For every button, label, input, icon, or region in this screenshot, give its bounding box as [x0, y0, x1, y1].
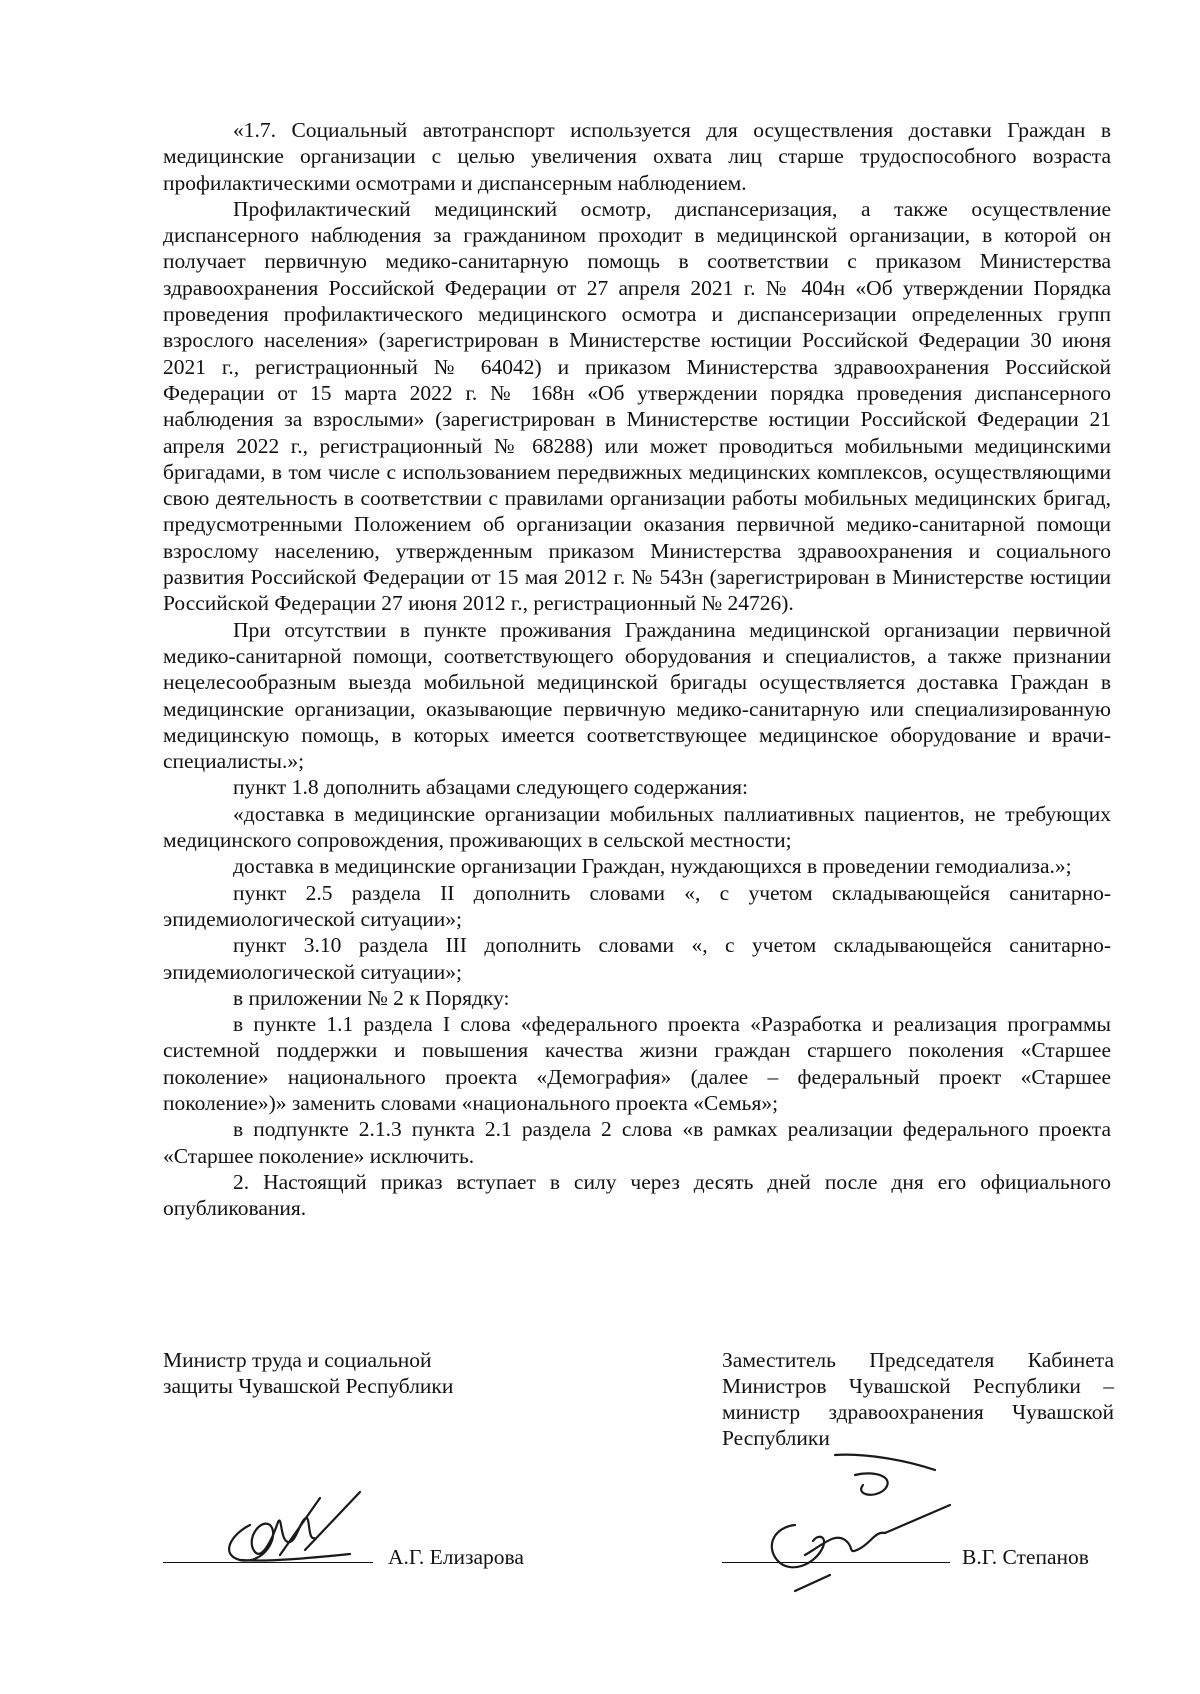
paragraph-appendix-2: в приложении № 2 к Порядку:: [233, 985, 510, 1010]
document-body: [163, 117, 1111, 1221]
paragraph-item-1-1: в пункте 1.1 раздела I слова «федерального проекта «Разработка и реализация программы системной поддержки и повышения качества жизни граждан старшего поколения «Старшее поколение» национального проекта «Демография» (далее – федеральный проект «Старшее поколение»)» заменить словами «национального проекта «Семья»;: [163, 1012, 1111, 1115]
paragraph-preventive-exam: Профилактический медицинский осмотр, диспансеризация, а также осуществление диспансерного наблюдения за гражданином проходит в медицинской организации, в которой он получает первичную медико-санитарную помощь в соответствии с приказом Министерства здравоохранения Российской Федерации от 27 апреля 2021 г. № 404н «Об утверждении Порядка проведения профилактического медицинского осмотра и диспансеризации определенных групп взрослого населения» (зарегистрирован в Министерстве юстиции Российской Федерации 30 июня 2021 г., регистрационный № 64042) и приказом Министерства здравоохранения Российской Федерации от 15 марта 2022 г. № 168н «Об утверждении порядка проведения диспансерного наблюдения за взрослыми» (зарегистрирован в Министерстве юстиции Российской Федерации 21 апреля 2022 г., регистрационный № 68288) или может проводиться мобильными медицинскими бригадами, в том числе с использованием передвижных медицинских комплексов, осуществляющими свою деятельность в соответствии с правилами организации работы мобильных медицинских бригад, предусмотренными Положением об организации оказания первичной медико-санитарной помощи взрослому населению, утвержденным приказом Министерства здравоохранения и социального развития Российской Федерации от 15 мая 2012 г. № 543н (зарегистрирован в Министерстве юстиции Российской Федерации 27 июня 2012 г., регистрационный № 24726).: [163, 196, 1111, 616]
right-title-line-3: министр здравоохранения Чувашской: [722, 1400, 1114, 1424]
paragraph-absence: При отсутствии в пункте проживания Гражданина медицинской организации первичной медико-санитарной помощи, соответствующего оборудования и специалистов, а также признании нецелесообразным выезда мобильной медицинской бригады осуществляется доставка Граждан в медицинские организации, оказывающие первичную медико-санитарную или специализированную медицинскую помощь, в которых имеется соответствующее медицинское оборудование и врачи-специалисты.»;: [163, 617, 1111, 774]
paragraph-1-7: «1.7. Социальный автотранспорт используется для осуществления доставки Граждан в медицинские организации с целью увеличения охвата лиц старше трудоспособного возраста профилактическими осмотрами и диспансерным наблюдением.: [163, 118, 1111, 195]
right-title-line-2: Министров Чувашской Республики –: [722, 1374, 1114, 1398]
paragraph-palliative: «доставка в медицинские организации мобильных паллиативных пациентов, не требующих медицинского сопровождения, проживающих в сельской местности;: [163, 801, 1111, 853]
left-signatory-name: А.Г. Елизарова: [388, 1545, 524, 1569]
paragraph-item-3-10: пункт 3.10 раздела III дополнить словами «, с учетом складывающейся санитарно-эпидемиологической ситуации»;: [163, 933, 1111, 984]
right-title-line-4: Республики: [722, 1426, 830, 1450]
paragraph-item-2-5: пункт 2.5 раздела II дополнить словами «, с учетом складывающейся санитарно-эпидемиологической ситуации»;: [163, 880, 1111, 931]
left-title-line-2: защиты Чувашской Республики: [163, 1374, 454, 1398]
right-signatory-name: В.Г. Степанов: [962, 1545, 1089, 1569]
paragraph-subitem-2-1-3: в подпункте 2.1.3 пункта 2.1 раздела 2 слова «в рамках реализации федерального проекта «Старшее поколение» исключить.: [163, 1117, 1111, 1168]
paragraph-hemodialysis: доставка в медицинские организации Граждан, нуждающихся в проведении гемодиализа.»;: [233, 854, 1072, 879]
right-title-line-1: Заместитель Председателя Кабинета: [722, 1348, 1114, 1372]
left-handwritten-signature: [210, 1480, 370, 1570]
paragraph-item-1-8: пункт 1.8 дополнить абзацами следующего содержания:: [233, 775, 748, 800]
paragraph-effective-date: 2. Настоящий приказ вступает в силу через десять дней после дня его официального опубликования.: [163, 1169, 1111, 1221]
right-handwritten-signature: [735, 1415, 955, 1595]
left-signatory-title: [163, 1347, 523, 1399]
left-title-line-1: Министр труда и социальной: [163, 1348, 432, 1372]
